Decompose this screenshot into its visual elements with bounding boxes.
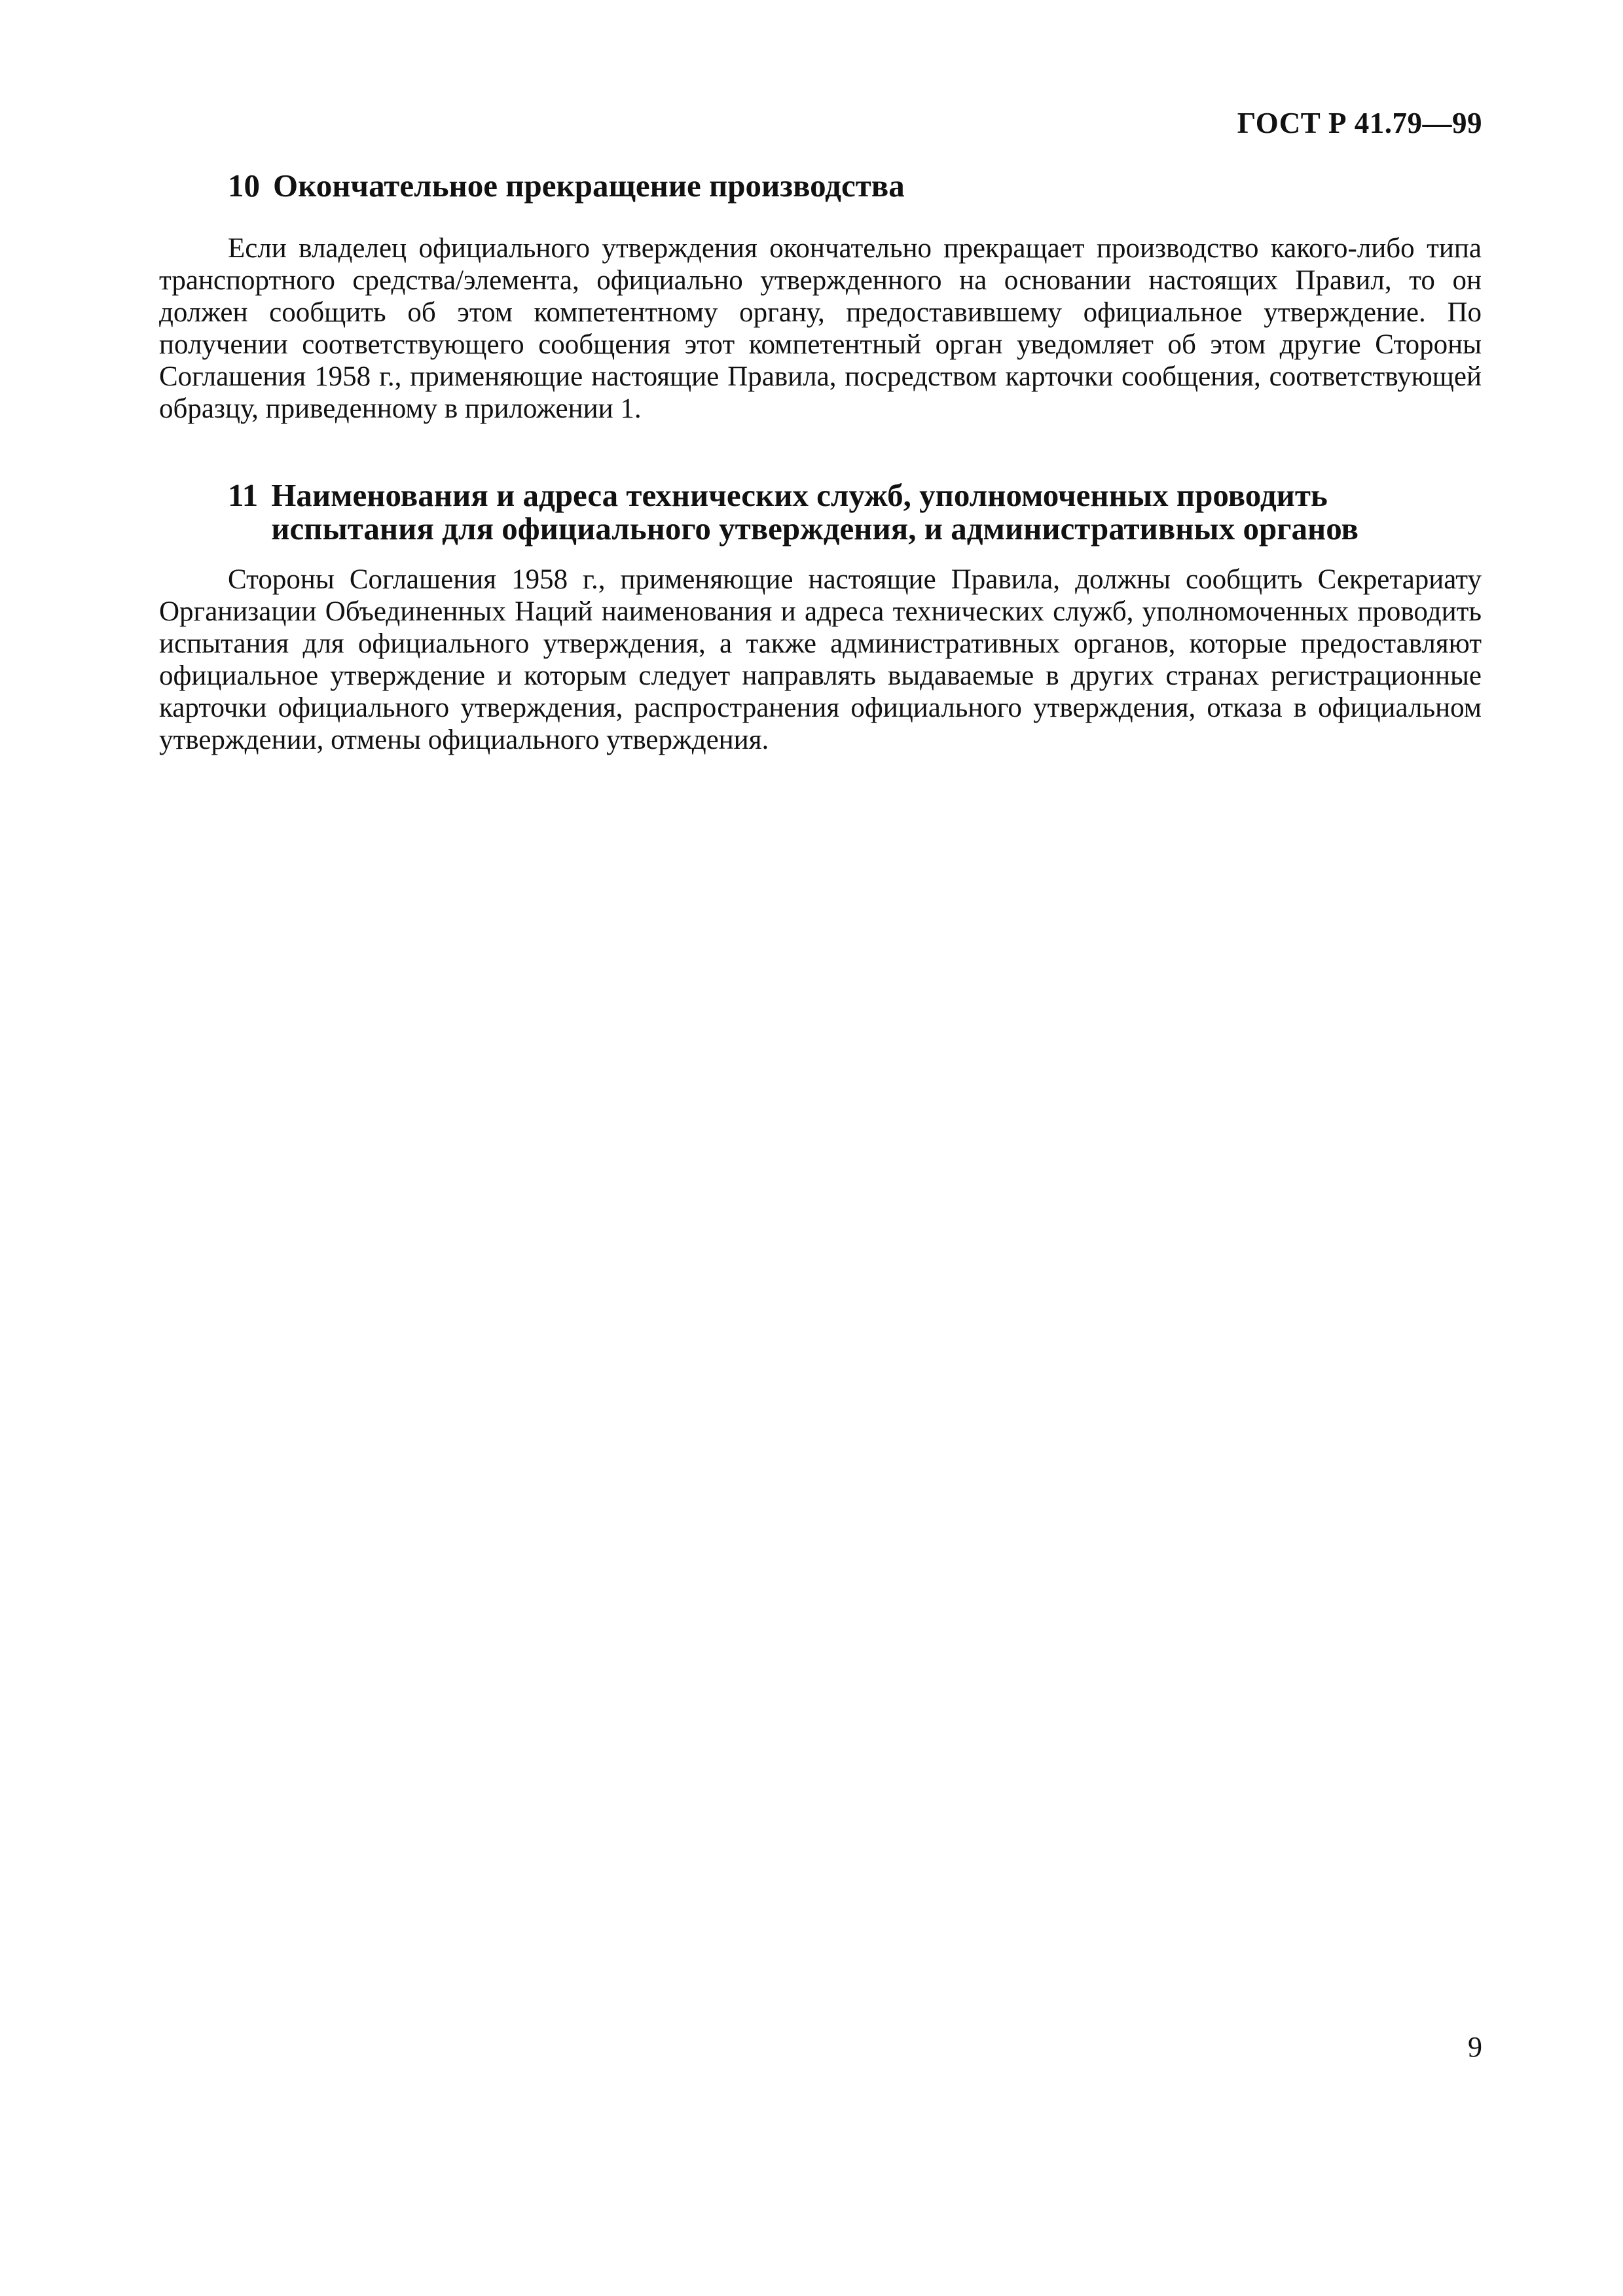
section-paragraph: Если владелец официального утверждения окончательно прекращает производство какого-либо типа транспортного средства/элемента, официально утвержденного на основании настоящих Правил, то он должен сообщить об этом компетентному органу, предоставившему официальное утверждение. По получении соответствующего сообщения этот компетентный орган уведомляет об этом другие Стороны Соглашения 1958 г., применяющие настоящие Правила, посредством карточки сообщения, соответствующей образцу, приведенному в приложении 1. bbox=[159, 233, 1482, 424]
section-10 bbox=[159, 169, 1482, 425]
section-heading: Окончательное прекращение производства bbox=[273, 168, 905, 204]
section-11 bbox=[159, 478, 1482, 756]
section-number: 10 bbox=[228, 168, 260, 204]
section-heading: Наименования и адреса технических служб, уполномоченных проводить испытания для официального утверждения, и административных органов bbox=[271, 477, 1359, 547]
page-number: 9 bbox=[1468, 2031, 1482, 2063]
section-paragraph: Стороны Соглашения 1958 г., применяющие настоящие Правила, должны сообщить Секретариату Организации Объединенных Наций наименования и адреса технических служб, уполномоченных проводить испытания для официального утверждения, а также административных органов, которые предоставляют официальное утверждение и которым следует направлять выдаваемые в других странах регистрационные карточки официального утверждения, распространения официального утверждения, отказа в официальном утверждении, отмены официального утверждения. bbox=[159, 564, 1482, 755]
section-number: 11 bbox=[228, 477, 259, 513]
document-code: ГОСТ Р 41.79—99 bbox=[1237, 107, 1482, 139]
section-title bbox=[228, 478, 1482, 545]
section-title bbox=[228, 169, 1482, 202]
